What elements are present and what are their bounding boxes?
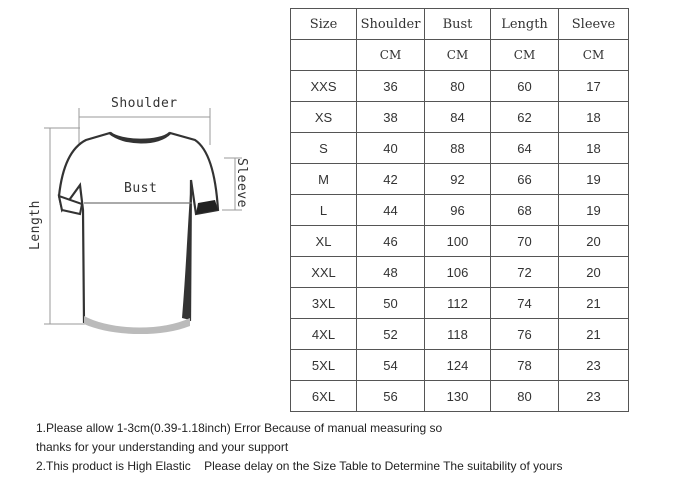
- unit-cell: CM: [559, 40, 629, 71]
- value-cell: 46: [357, 226, 425, 257]
- value-cell: 48: [357, 257, 425, 288]
- value-cell: 78: [491, 350, 559, 381]
- size-cell: XS: [291, 102, 357, 133]
- value-cell: 60: [491, 71, 559, 102]
- value-cell: 18: [559, 102, 629, 133]
- note-line-1: 1.Please allow 1-3cm(0.39-1.18inch) Error Because of manual measuring so: [36, 421, 443, 435]
- size-cell: 5XL: [291, 350, 357, 381]
- value-cell: 19: [559, 195, 629, 226]
- value-cell: 20: [559, 226, 629, 257]
- value-cell: 130: [425, 381, 491, 412]
- header-size: Size: [291, 9, 357, 40]
- table-row: [291, 319, 629, 350]
- header-row: [291, 9, 629, 40]
- size-cell: 6XL: [291, 381, 357, 412]
- value-cell: 92: [425, 164, 491, 195]
- value-cell: 50: [357, 288, 425, 319]
- note-line-3: 2.This product is High Elastic Please delay on the Size Table to Determine The suitability of yours: [36, 459, 563, 473]
- value-cell: 74: [491, 288, 559, 319]
- table-row: [291, 381, 629, 412]
- unit-cell: [291, 40, 357, 71]
- table-row: [291, 71, 629, 102]
- value-cell: 68: [491, 195, 559, 226]
- size-cell: L: [291, 195, 357, 226]
- table-row: [291, 288, 629, 319]
- value-cell: 76: [491, 319, 559, 350]
- value-cell: 112: [425, 288, 491, 319]
- value-cell: 56: [357, 381, 425, 412]
- value-cell: 64: [491, 133, 559, 164]
- table-row: [291, 164, 629, 195]
- table-row: [291, 133, 629, 164]
- header-bust: Bust: [425, 9, 491, 40]
- unit-row: [291, 40, 629, 71]
- size-table: [290, 8, 629, 412]
- tshirt-illustration: [0, 0, 285, 400]
- shoulder-label: Shoulder: [111, 96, 178, 111]
- value-cell: 72: [491, 257, 559, 288]
- table-row: [291, 102, 629, 133]
- value-cell: 17: [559, 71, 629, 102]
- value-cell: 62: [491, 102, 559, 133]
- value-cell: 118: [425, 319, 491, 350]
- size-cell: 3XL: [291, 288, 357, 319]
- header-sleeve: Sleeve: [559, 9, 629, 40]
- value-cell: 54: [357, 350, 425, 381]
- value-cell: 96: [425, 195, 491, 226]
- value-cell: 20: [559, 257, 629, 288]
- value-cell: 100: [425, 226, 491, 257]
- table-row: [291, 257, 629, 288]
- value-cell: 106: [425, 257, 491, 288]
- table-row: [291, 195, 629, 226]
- sleeve-label: Sleeve: [234, 158, 249, 208]
- value-cell: 38: [357, 102, 425, 133]
- value-cell: 18: [559, 133, 629, 164]
- size-cell: M: [291, 164, 357, 195]
- size-cell: XL: [291, 226, 357, 257]
- value-cell: 40: [357, 133, 425, 164]
- value-cell: 23: [559, 381, 629, 412]
- value-cell: 21: [559, 319, 629, 350]
- value-cell: 80: [425, 71, 491, 102]
- value-cell: 84: [425, 102, 491, 133]
- note-line-2: thanks for your understanding and your support: [36, 440, 289, 454]
- value-cell: 19: [559, 164, 629, 195]
- size-cell: S: [291, 133, 357, 164]
- unit-cell: CM: [357, 40, 425, 71]
- value-cell: 42: [357, 164, 425, 195]
- value-cell: 21: [559, 288, 629, 319]
- value-cell: 80: [491, 381, 559, 412]
- value-cell: 66: [491, 164, 559, 195]
- notes: [36, 419, 563, 476]
- size-cell: XXS: [291, 71, 357, 102]
- unit-cell: CM: [425, 40, 491, 71]
- length-label: Length: [28, 200, 43, 250]
- size-cell: 4XL: [291, 319, 357, 350]
- table-row: [291, 350, 629, 381]
- value-cell: 124: [425, 350, 491, 381]
- header-length: Length: [491, 9, 559, 40]
- value-cell: 44: [357, 195, 425, 226]
- table-row: [291, 226, 629, 257]
- header-shoulder: Shoulder: [357, 9, 425, 40]
- bust-label: Bust: [124, 181, 158, 196]
- unit-cell: CM: [491, 40, 559, 71]
- value-cell: 23: [559, 350, 629, 381]
- value-cell: 70: [491, 226, 559, 257]
- value-cell: 52: [357, 319, 425, 350]
- value-cell: 88: [425, 133, 491, 164]
- value-cell: 36: [357, 71, 425, 102]
- size-cell: XXL: [291, 257, 357, 288]
